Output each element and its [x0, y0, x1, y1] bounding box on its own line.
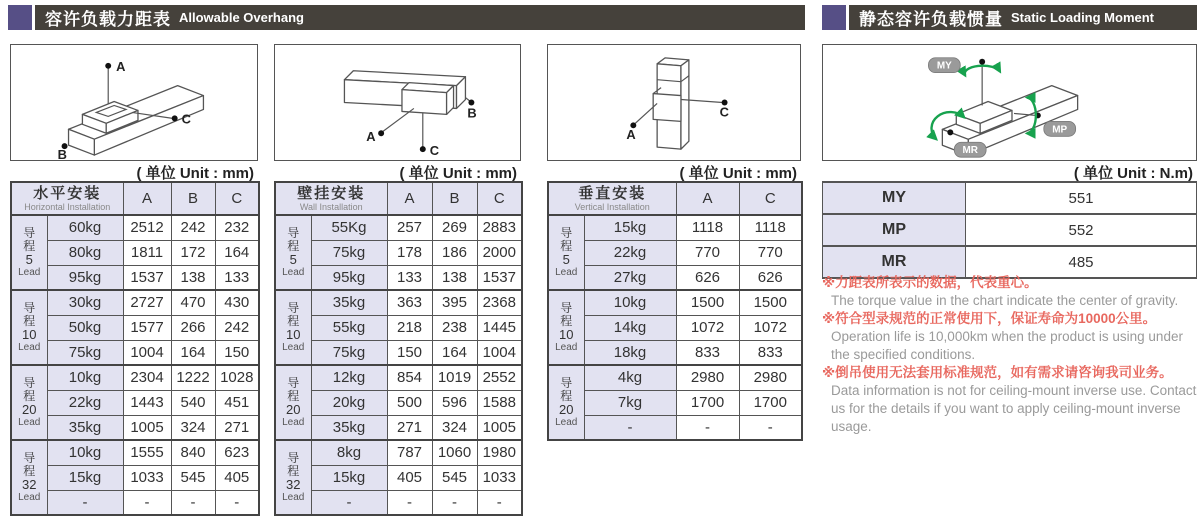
lead-char: 导	[560, 225, 573, 240]
table-row	[11, 490, 259, 515]
rail-side-face	[681, 60, 689, 149]
weight-cell: 10kg	[47, 365, 123, 390]
lead-en: Lead	[18, 416, 41, 428]
lead-group-32	[275, 440, 311, 515]
value-cell: 2304	[123, 365, 171, 390]
value-cell: -	[123, 490, 171, 515]
point-c-dot	[172, 115, 178, 121]
weight-cell: 75kg	[311, 240, 387, 265]
table-row	[548, 240, 802, 265]
mr-badge-label: MR	[962, 145, 978, 157]
value-cell: 626	[676, 265, 739, 290]
lead-group-5	[275, 215, 311, 290]
lead-char: 导	[287, 300, 300, 315]
table-row	[11, 215, 259, 240]
value-cell: 1445	[477, 315, 522, 340]
value-cell: 164	[432, 340, 477, 365]
value-cell: 1004	[477, 340, 522, 365]
value-cell: 242	[215, 315, 259, 340]
table-row	[275, 315, 522, 340]
lead-en: Lead	[282, 266, 305, 278]
table-row	[548, 365, 802, 390]
header-accent-square	[822, 5, 846, 30]
header-bar	[849, 5, 1197, 30]
vertical-title	[548, 182, 676, 215]
lead-number: 20	[22, 401, 37, 417]
note-en: Data information is not for ceiling-mount inverse use. Contact us for the details if you want to apply ceiling-mount inverse usage.	[831, 383, 1197, 434]
value-cell: 1072	[676, 315, 739, 340]
column-header-c: C	[477, 182, 522, 215]
value-cell: 1019	[432, 365, 477, 390]
value-cell: 1118	[676, 215, 739, 240]
value-cell: -	[432, 490, 477, 515]
weight-cell: 8kg	[311, 440, 387, 465]
point-c-label: C	[719, 104, 729, 120]
moment-table	[822, 181, 1197, 279]
table-title-row	[11, 182, 259, 215]
point-a-label: A	[116, 58, 126, 74]
value-cell: 1700	[676, 390, 739, 415]
lead-group-20	[275, 365, 311, 440]
table-row	[11, 340, 259, 365]
value-cell: 271	[387, 415, 432, 440]
value-cell: 2980	[676, 365, 739, 390]
vertical-install-diagram	[547, 44, 801, 161]
value-cell: 1500	[739, 290, 802, 315]
value-cell: 324	[171, 415, 215, 440]
weight-cell: 35kg	[47, 415, 123, 440]
moment-value: 485	[966, 246, 1197, 278]
allowable-overhang-header	[8, 5, 805, 30]
weight-cell: 15kg	[47, 465, 123, 490]
lead-char: 程	[287, 463, 300, 478]
weight-cell: 18kg	[584, 340, 676, 365]
value-cell: 405	[215, 465, 259, 490]
lead-group-32	[11, 440, 47, 515]
moment-value: 552	[966, 214, 1197, 246]
weight-cell: 75kg	[311, 340, 387, 365]
point-a-leader	[383, 108, 414, 131]
mp-badge-label: MP	[1052, 124, 1068, 136]
value-cell: 138	[432, 265, 477, 290]
weight-cell: 35kg	[311, 415, 387, 440]
header-title-en: Allowable Overhang	[179, 10, 304, 25]
value-cell: 854	[387, 365, 432, 390]
value-cell: 164	[215, 240, 259, 265]
note-zh: ※符合型录规范的正常使用下，保证寿命为10000公里。	[822, 311, 1157, 326]
value-cell: 833	[676, 340, 739, 365]
moment-row	[823, 214, 1197, 246]
lead-char: 导	[23, 225, 36, 240]
wall-install-drawing	[275, 45, 520, 160]
value-cell: -	[215, 490, 259, 515]
value-cell: 271	[215, 415, 259, 440]
table-row	[548, 340, 802, 365]
value-cell: 1033	[477, 465, 522, 490]
value-cell: 2512	[123, 215, 171, 240]
header-title-en: Static Loading Moment	[1011, 10, 1154, 25]
value-cell: 2552	[477, 365, 522, 390]
moment-value: 551	[966, 182, 1197, 214]
horizontal-install-diagram	[10, 44, 258, 161]
value-cell: 540	[171, 390, 215, 415]
table-row	[11, 315, 259, 340]
moment-values-table	[822, 181, 1197, 279]
value-cell: 623	[215, 440, 259, 465]
table-title-row	[548, 182, 802, 215]
lead-number: 20	[286, 401, 301, 417]
table-row	[11, 415, 259, 440]
value-cell: 2000	[477, 240, 522, 265]
lead-char: 程	[287, 388, 300, 403]
weight-cell: 7kg	[584, 390, 676, 415]
lead-group-10	[548, 290, 584, 365]
static-loading-moment-header	[822, 5, 1197, 30]
lead-number: 32	[286, 476, 301, 492]
lead-number: 10	[559, 326, 574, 342]
value-cell: 500	[387, 390, 432, 415]
note-zh: ※倒吊使用无法套用标准规范，如有需求请咨询我司业务。	[822, 365, 1173, 380]
weight-cell: 50kg	[47, 315, 123, 340]
horizontal-install-drawing	[11, 45, 257, 160]
value-cell: 395	[432, 290, 477, 315]
lead-char: 程	[23, 463, 36, 478]
lead-char: 导	[287, 225, 300, 240]
table-row	[11, 390, 259, 415]
value-cell: 2980	[739, 365, 802, 390]
vertical-table	[547, 181, 803, 441]
value-cell: 1537	[477, 265, 522, 290]
table-row	[275, 465, 522, 490]
lead-en: Lead	[282, 416, 305, 428]
value-cell: 1537	[123, 265, 171, 290]
lead-number: 5	[562, 251, 570, 267]
value-cell: 833	[739, 340, 802, 365]
weight-cell: 10kg	[47, 440, 123, 465]
value-cell: 150	[387, 340, 432, 365]
horizontal-install-table	[10, 181, 260, 516]
wall-install-diagram	[274, 44, 521, 161]
value-cell: 2883	[477, 215, 522, 240]
value-cell: -	[739, 415, 802, 440]
value-cell: 451	[215, 390, 259, 415]
value-cell: 178	[387, 240, 432, 265]
value-cell: 545	[432, 465, 477, 490]
vertical-install-table	[547, 181, 803, 441]
value-cell: 266	[171, 315, 215, 340]
value-cell: 164	[171, 340, 215, 365]
weight-cell: 22kg	[584, 240, 676, 265]
value-cell: -	[171, 490, 215, 515]
weight-cell: 20kg	[311, 390, 387, 415]
lead-char: 程	[560, 238, 573, 253]
value-cell: 1004	[123, 340, 171, 365]
value-cell: 470	[171, 290, 215, 315]
point-a-label: A	[626, 127, 636, 143]
value-cell: 545	[171, 465, 215, 490]
unit-caption-horizontal: ( 单位 Unit : mm)	[136, 165, 254, 182]
point-a-dot	[105, 63, 111, 69]
weight-cell: 80kg	[47, 240, 123, 265]
table-row	[548, 215, 802, 240]
lead-number: 5	[25, 251, 33, 267]
lead-group-20	[548, 365, 584, 440]
lead-number: 5	[289, 251, 297, 267]
value-cell: 324	[432, 415, 477, 440]
table-row	[11, 465, 259, 490]
value-cell: 2727	[123, 290, 171, 315]
weight-cell: 15kg	[311, 465, 387, 490]
unit-caption-vertical: ( 单位 Unit : mm)	[679, 165, 797, 182]
weight-cell: 35kg	[311, 290, 387, 315]
lead-char: 程	[23, 388, 36, 403]
note-en: The torque value in the chart indicate the center of gravity.	[831, 293, 1179, 308]
lead-group-10	[11, 290, 47, 365]
note-zh: ※力距表所表示的数据，代表重心。	[822, 275, 1038, 290]
lead-group-5	[11, 215, 47, 290]
value-cell: 133	[215, 265, 259, 290]
lead-en: Lead	[555, 341, 578, 353]
table-row	[11, 440, 259, 465]
table-row	[11, 265, 259, 290]
value-cell: 232	[215, 215, 259, 240]
lead-en: Lead	[18, 341, 41, 353]
table-row	[548, 415, 802, 440]
weight-cell: 14kg	[584, 315, 676, 340]
point-a-dot	[378, 130, 384, 136]
table-row	[11, 240, 259, 265]
value-cell: -	[387, 490, 432, 515]
table-row	[548, 265, 802, 290]
lead-en: Lead	[555, 266, 578, 278]
horizontal-table	[10, 181, 260, 516]
slider-front-face	[653, 94, 681, 122]
table-title-zh: 垂直安装	[578, 184, 647, 202]
table-row	[275, 240, 522, 265]
lead-group-20	[11, 365, 47, 440]
lead-char: 程	[560, 313, 573, 328]
lead-char: 程	[287, 238, 300, 253]
table-row	[275, 390, 522, 415]
value-cell: 1700	[739, 390, 802, 415]
mr-axis-dot	[947, 129, 953, 135]
moment-drawing	[823, 45, 1196, 160]
value-cell: 596	[432, 390, 477, 415]
table-row	[548, 290, 802, 315]
notes	[822, 274, 1200, 436]
table-row	[11, 365, 259, 390]
value-cell: 840	[171, 440, 215, 465]
value-cell: 626	[739, 265, 802, 290]
moment-label: MP	[823, 214, 966, 246]
header-bar	[35, 5, 805, 30]
value-cell: 770	[676, 240, 739, 265]
wall-install-table	[274, 181, 523, 516]
weight-cell: 55kg	[311, 315, 387, 340]
value-cell: 242	[171, 215, 215, 240]
table-title-en: Horizontal Installation	[24, 201, 111, 212]
value-cell: 172	[171, 240, 215, 265]
value-cell: 257	[387, 215, 432, 240]
lead-number: 20	[559, 401, 574, 417]
point-b-label: B	[57, 147, 67, 160]
value-cell: -	[676, 415, 739, 440]
lead-number: 10	[22, 326, 37, 342]
lead-group-5	[548, 215, 584, 290]
point-c-label: C	[429, 143, 440, 159]
lead-group-10	[275, 290, 311, 365]
column-header-a: A	[676, 182, 739, 215]
my-axis-dot	[979, 59, 985, 65]
table-row	[275, 440, 522, 465]
value-cell: 1028	[215, 365, 259, 390]
value-cell: 1222	[171, 365, 215, 390]
lead-char: 程	[287, 313, 300, 328]
weight-cell: -	[584, 415, 676, 440]
header-title-zh: 容许负载力距表	[45, 10, 171, 29]
lead-number: 10	[286, 326, 301, 342]
value-cell: 138	[171, 265, 215, 290]
weight-cell: 15kg	[584, 215, 676, 240]
lead-char: 导	[287, 450, 300, 465]
weight-cell: 12kg	[311, 365, 387, 390]
vertical-install-drawing	[548, 45, 800, 160]
my-badge-label: MY	[936, 60, 952, 72]
table-row	[548, 315, 802, 340]
value-cell: 1500	[676, 290, 739, 315]
table-row	[11, 290, 259, 315]
weight-cell: 95kg	[47, 265, 123, 290]
table-row	[275, 290, 522, 315]
point-c-label: C	[181, 111, 191, 127]
weight-cell: 95kg	[311, 265, 387, 290]
value-cell: 1005	[123, 415, 171, 440]
table-title-zh: 壁挂安装	[297, 184, 366, 202]
lead-char: 导	[560, 300, 573, 315]
value-cell: 1072	[739, 315, 802, 340]
header-title-zh: 静态容许负载惯量	[859, 10, 1003, 29]
unit-caption-wall: ( 单位 Unit : mm)	[399, 165, 517, 182]
value-cell: 363	[387, 290, 432, 315]
column-header-b: B	[171, 182, 215, 215]
weight-cell: 30kg	[47, 290, 123, 315]
wall-table	[274, 181, 523, 516]
point-a-label: A	[366, 129, 376, 145]
lead-char: 导	[23, 450, 36, 465]
table-row	[275, 340, 522, 365]
lead-char: 程	[560, 388, 573, 403]
value-cell: 1811	[123, 240, 171, 265]
slider-front-face	[402, 90, 447, 115]
column-header-b: B	[432, 182, 477, 215]
table-row	[548, 390, 802, 415]
horizontal-title	[11, 182, 123, 215]
table-row	[275, 490, 522, 515]
lead-char: 导	[560, 375, 573, 390]
column-header-c: C	[215, 182, 259, 215]
moment-row	[823, 182, 1197, 214]
value-cell: 405	[387, 465, 432, 490]
lead-char: 导	[23, 300, 36, 315]
lead-char: 导	[287, 375, 300, 390]
weight-cell: 75kg	[47, 340, 123, 365]
moment-label: MR	[823, 246, 966, 278]
value-cell: 186	[432, 240, 477, 265]
value-cell: 787	[387, 440, 432, 465]
weight-cell: 10kg	[584, 290, 676, 315]
moment-diagram	[822, 44, 1197, 161]
moment-label: MY	[823, 182, 966, 214]
value-cell: 1588	[477, 390, 522, 415]
table-title-zh: 水平安装	[33, 184, 102, 202]
weight-cell: 55Kg	[311, 215, 387, 240]
table-row	[275, 365, 522, 390]
value-cell: 2368	[477, 290, 522, 315]
value-cell: 269	[432, 215, 477, 240]
value-cell: 1118	[739, 215, 802, 240]
value-cell: 238	[432, 315, 477, 340]
value-cell: 1443	[123, 390, 171, 415]
lead-en: Lead	[282, 341, 305, 353]
value-cell: 1033	[123, 465, 171, 490]
point-c-dot	[420, 146, 426, 152]
table-row	[275, 215, 522, 240]
wall-title	[275, 182, 387, 215]
lead-number: 32	[22, 476, 37, 492]
lead-char: 程	[23, 238, 36, 253]
value-cell: 770	[739, 240, 802, 265]
note-en: Operation life is 10,000km when the product is using under the specified conditions.	[831, 329, 1183, 362]
column-header-c: C	[739, 182, 802, 215]
weight-cell: 27kg	[584, 265, 676, 290]
column-header-a: A	[387, 182, 432, 215]
value-cell: -	[477, 490, 522, 515]
unit-caption-moment: ( 单位 Unit : N.m)	[1073, 165, 1193, 182]
value-cell: 1555	[123, 440, 171, 465]
table-title-en: Vertical Installation	[574, 201, 650, 212]
weight-cell: 4kg	[584, 365, 676, 390]
lead-en: Lead	[18, 266, 41, 278]
value-cell: 133	[387, 265, 432, 290]
point-b-label: B	[467, 105, 477, 121]
weight-cell: 60kg	[47, 215, 123, 240]
value-cell: 1577	[123, 315, 171, 340]
value-cell: 150	[215, 340, 259, 365]
value-cell: 1060	[432, 440, 477, 465]
value-cell: 430	[215, 290, 259, 315]
lead-en: Lead	[18, 491, 41, 503]
weight-cell: -	[47, 490, 123, 515]
table-title-row	[275, 182, 522, 215]
lead-en: Lead	[555, 416, 578, 428]
weight-cell: -	[311, 490, 387, 515]
lead-char: 导	[23, 375, 36, 390]
lead-char: 程	[23, 313, 36, 328]
header-accent-square	[8, 5, 32, 30]
table-row	[275, 415, 522, 440]
weight-cell: 22kg	[47, 390, 123, 415]
value-cell: 1980	[477, 440, 522, 465]
table-title-en: Wall Installation	[299, 201, 363, 212]
lead-en: Lead	[282, 491, 305, 503]
value-cell: 218	[387, 315, 432, 340]
column-header-a: A	[123, 182, 171, 215]
table-row	[275, 265, 522, 290]
value-cell: 1005	[477, 415, 522, 440]
